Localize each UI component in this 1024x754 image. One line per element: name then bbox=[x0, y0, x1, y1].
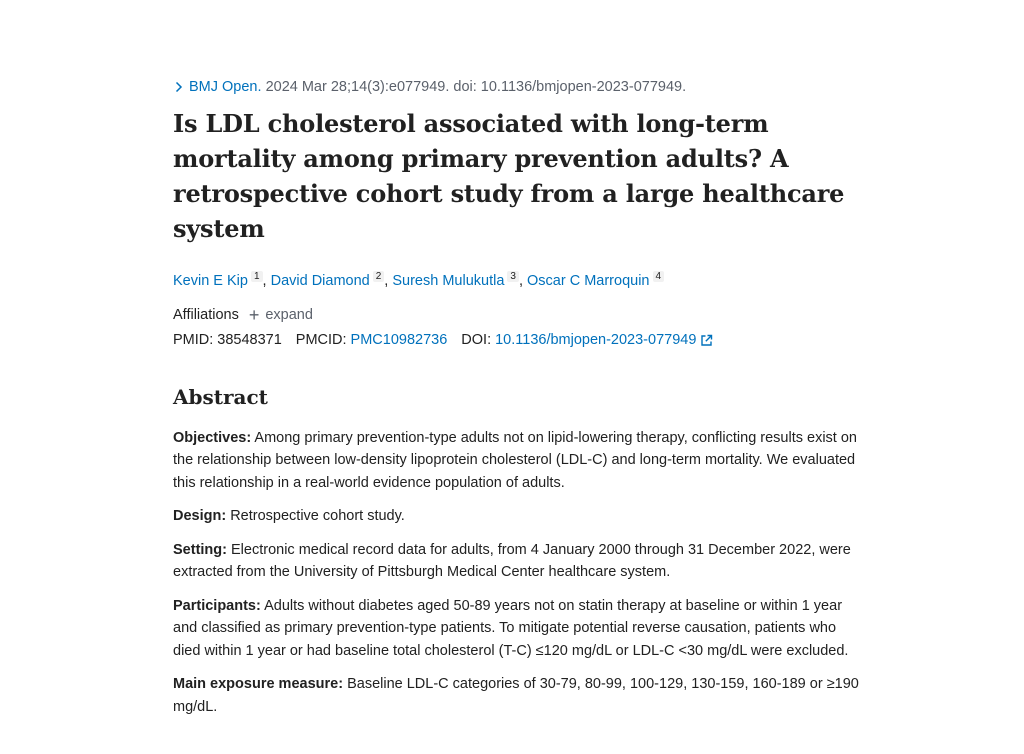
citation bbox=[173, 76, 863, 98]
affiliation-marker[interactable]: 1 bbox=[251, 271, 263, 282]
affiliations bbox=[173, 304, 863, 326]
section-text: Adults without diabetes aged 50-89 years not on statin therapy at baseline or within 1 year and classified as primary prevention-type patients. To mitigate potential reverse causation, patients who died within 1 year or had baseline total cholesterol (T-C) ≤120 mg/dL or LDL-C <30 mg/dL were excluded. bbox=[173, 597, 849, 659]
author bbox=[392, 273, 527, 289]
pmid-group bbox=[173, 329, 282, 351]
pmcid-label: PMCID: bbox=[295, 332, 347, 348]
abstract-section-exposure bbox=[173, 673, 863, 718]
authors-list bbox=[173, 266, 863, 292]
doi-link[interactable]: 10.1136/bmjopen-2023-077949 bbox=[495, 332, 697, 348]
citation-details: 2024 Mar 28;14(3):e077949. doi: 10.1136/bmjopen-2023-077949. bbox=[265, 79, 687, 95]
section-label: Objectives: bbox=[173, 429, 252, 446]
section-text: Electronic medical record data for adults, from 4 January 2000 through 31 December 2022, were extracted from the University of Pittsburgh Medical Center healthcare system. bbox=[173, 541, 851, 581]
section-text: Baseline LDL-C categories of 30-79, 80-99, 100-129, 130-159, 160-189 or ≥190 mg/dL. bbox=[173, 676, 859, 715]
author-separator: , bbox=[518, 273, 523, 289]
affiliation-marker[interactable]: 2 bbox=[373, 271, 385, 282]
article bbox=[173, 76, 863, 718]
section-text: Among primary prevention-type adults not on lipid-lowering therapy, conflicting results exist on the relationship between low-density lipoprotein cholesterol (LDL-C) and long-term mortality. We evaluated this relationship in a real-world evidence population of adults. bbox=[173, 429, 857, 491]
pmcid-group bbox=[296, 329, 448, 351]
affiliations-label: Affiliations bbox=[173, 307, 239, 323]
abstract-section-participants bbox=[173, 595, 863, 663]
journal-link[interactable]: BMJ Open. bbox=[189, 79, 262, 95]
pmcid-link[interactable]: PMC10982736 bbox=[350, 332, 448, 348]
article-title: Is LDL cholesterol associated with long-term mortality among primary prevention adults? A retrospective cohort study from a large healthcare system bbox=[173, 109, 845, 243]
section-label: Main exposure measure: bbox=[173, 676, 344, 693]
author-link[interactable]: Oscar C Marroquin bbox=[527, 273, 650, 289]
affiliations-expand-button[interactable] bbox=[249, 304, 313, 326]
abstract-section-design bbox=[173, 505, 863, 528]
doi-label: DOI: bbox=[461, 332, 492, 348]
section-text: Retrospective cohort study. bbox=[230, 508, 405, 525]
identifiers bbox=[173, 329, 863, 351]
plus-icon: + bbox=[248, 305, 260, 325]
author bbox=[271, 273, 393, 289]
pmid-value: 38548371 bbox=[217, 332, 282, 348]
author-separator: , bbox=[262, 273, 267, 289]
external-link-icon[interactable] bbox=[700, 334, 713, 347]
author-separator: , bbox=[384, 273, 389, 289]
author bbox=[173, 273, 271, 289]
doi-group bbox=[461, 329, 713, 351]
abstract-heading: Abstract bbox=[173, 385, 268, 409]
affiliation-marker[interactable]: 4 bbox=[653, 271, 665, 282]
abstract-section-setting bbox=[173, 539, 863, 584]
author-link[interactable]: Kevin E Kip bbox=[173, 273, 248, 289]
chevron-right-icon[interactable] bbox=[172, 80, 186, 94]
author bbox=[527, 273, 664, 289]
abstract-section-objectives bbox=[173, 427, 863, 495]
section-label: Participants: bbox=[173, 597, 261, 614]
author-link[interactable]: Suresh Mulukutla bbox=[392, 273, 505, 289]
affiliation-marker[interactable]: 3 bbox=[507, 271, 519, 282]
section-label: Setting: bbox=[173, 541, 227, 558]
expand-label: expand bbox=[265, 307, 313, 323]
author-link[interactable]: David Diamond bbox=[270, 273, 370, 289]
pmid-label: PMID: bbox=[173, 332, 214, 348]
section-label: Design: bbox=[173, 508, 227, 525]
